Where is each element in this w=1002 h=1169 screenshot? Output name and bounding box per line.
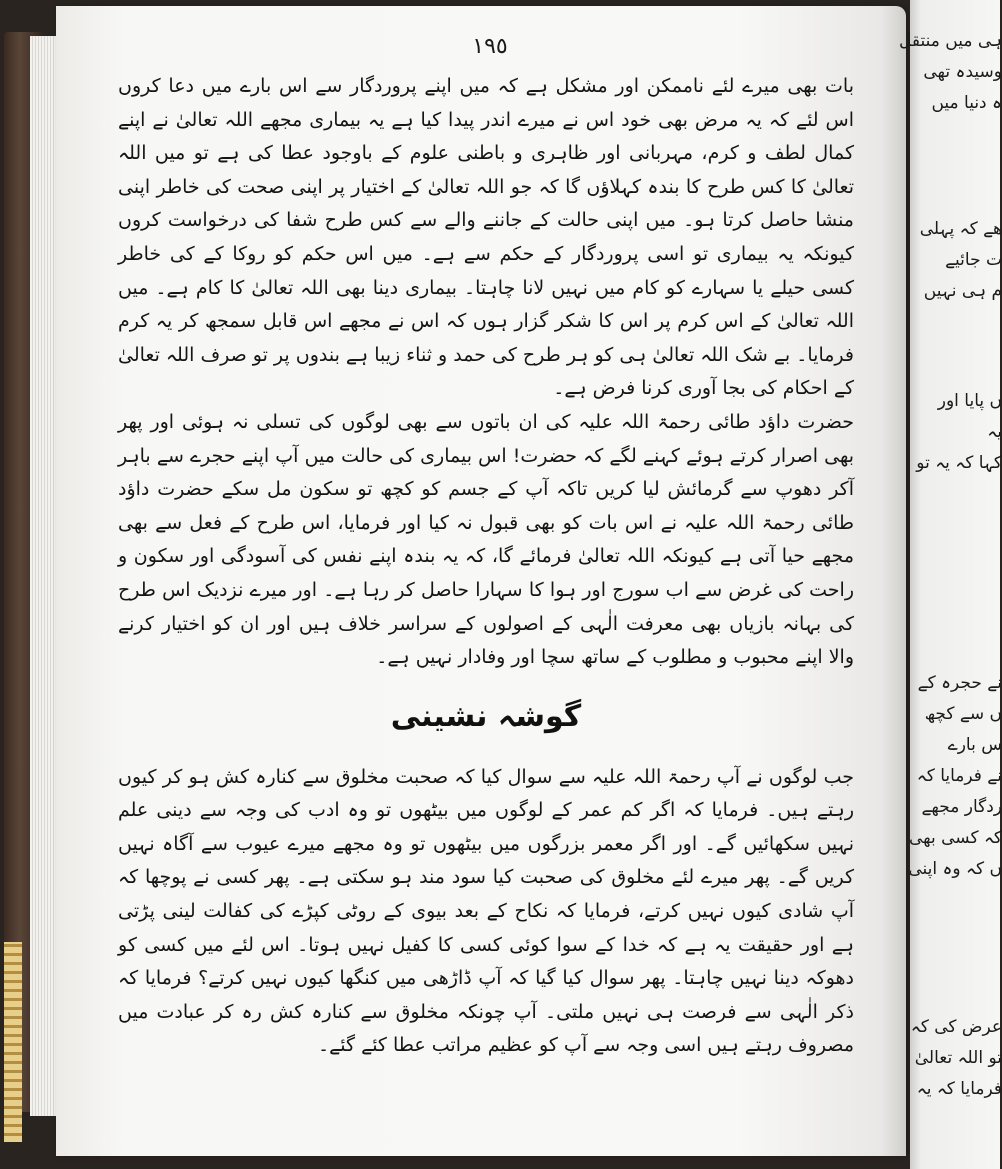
facing-page-text-group-3: [918, 386, 1002, 479]
facing-line: ہی میں منتقل: [899, 31, 1002, 51]
facing-line: ت جائیے: [945, 250, 1002, 270]
facing-line: تو اللہ تعالیٰ: [914, 1048, 1002, 1068]
facing-line: ں سے کچھ: [924, 704, 1002, 724]
facing-line: ہ دنیا میں: [931, 93, 1002, 113]
facing-line: ردگار مجھے: [921, 797, 1002, 817]
facing-line: س بارے: [947, 735, 1002, 755]
facing-line: یہ: [987, 422, 1002, 442]
paragraph-2: حضرت داؤد طائی رحمۃ اللہ علیہ کی ان باتوں سے بھی لوگوں کی تسلی نہ ہوئی اور پھر بھی اصرار کرتے ہوئے کہنے لگے کہ حضرت! اس بیماری کی حالت میں آپ اپنے حجرے سے باہر آکر دھوپ سے گرمائش لیا کریں تاکہ آپ کے جسم کو کچھ تو سکون مل سکے حضرت داؤد طائی رحمۃ اللہ علیہ نے اس بات کو بھی قبول نہ کیا اور فرمایا، اس طرح کے فعل سے بھی مجھے حیا آتی ہے کیونکہ اللہ تعالیٰ فرمائے گا، کہ یہ بندہ اپنے نفس کی آسودگی اور سکون و راحت کی غرض سے اب سورج اور ہوا کا سہارا حاصل کر رہا ہے۔ اور میرے نزدیک اس طرح کی بہانہ بازیاں بھی معرفت الٰہی کے اصولوں کے سراسر خلاف ہیں اور ان کو اختیار کرنے والا اپنے محبوب و مطلوب کے ساتھ سچا اور وفادار نہیں ہے۔: [118, 410, 854, 669]
facing-line: عرض کی کہ: [910, 1017, 1002, 1037]
facing-line: کہا کہ یہ تو: [916, 453, 1002, 473]
facing-line: فرمایا کہ یہ: [916, 1079, 1002, 1099]
facing-page-text-group-5: [910, 1012, 1002, 1105]
facing-line: ھے کہ پہلی: [919, 219, 1002, 239]
facing-line: ں پایا اور: [937, 391, 1002, 411]
facing-line: وسیدہ تھی: [923, 62, 1002, 82]
page-body: [118, 70, 854, 1063]
page-number: ١٩٥: [472, 34, 508, 59]
facing-line: نے حجرہ کے: [917, 673, 1002, 693]
cover-pattern: [4, 942, 22, 1142]
facing-line: کہ کسی بھی: [908, 828, 1002, 848]
paragraph-1: بات بھی میرے لئے ناممکن اور مشکل ہے کہ میں اپنے پروردگار سے اس بارے میں دعا کروں اس لئے کہ یہ مرض بھی خود اس نے میرے اندر پیدا کیا ہے یہ بیماری مجھے اللہ تعالیٰ نے اپنے کمال لطف و کرم، مہربانی اور ظاہری و باطنی علوم کے باوجود عطا کی ہے تو میں اللہ تعالیٰ کا کس طرح کا بندہ کہلاؤں گا کہ جو اللہ تعالیٰ کے اختیار پر اپنی صحت کی خاطر اپنی منشا حاصل کرتا ہو۔ میں اپنی حالت کے جاننے والے سے کس طرح شفا کی درخواست کروں کیونکہ یہ بیماری تو اسی پروردگار کے حکم سے ہے۔ میں اس حکم کو روکا کے کی خاطر کسی حیلے یا سہارے کو کام میں نہیں لانا چاہتا۔ بیماری دینا بھی اللہ تعالیٰ کا کام ہے۔ میں اللہ تعالیٰ کے اس کرم پر اس کا شکر گزار ہوں کہ اس نے مجھے اس قابل سمجھ کر یہ کرم فرمایا۔ بے شک اللہ تعالیٰ ہی کو ہر طرح کی حمد و ثناء زیبا ہے بندوں پر تو صرف اللہ تعالیٰ کے احکام کی بجا آوری کرنا فرض ہے۔: [118, 75, 854, 400]
facing-line: ں کہ وہ اپنی: [908, 859, 1002, 879]
facing-page-text-group-2: [918, 214, 1002, 307]
facing-page-text-group-4: [908, 668, 1002, 885]
facing-line: نے فرمایا کہ: [916, 766, 1002, 786]
facing-page: [899, 0, 1002, 1169]
facing-line: م ہی نہیں: [923, 281, 1002, 301]
section-heading: گوشہ نشینی: [390, 698, 582, 734]
facing-page-text-group-1: [899, 26, 1002, 119]
paragraph-3: جب لوگوں نے آپ رحمۃ اللہ علیہ سے سوال کیا کہ صحبت مخلوق سے کنارہ کش ہو کر کیوں رہتے ہیں۔ فرمایا کہ اگر کم عمر کے لوگوں میں بیٹھوں تو وہ ادب کی وجہ سے دینی علم نہیں سکھائیں گے۔ اور اگر معمر بزرگوں میں بیٹھوں تو وہ مجھے میرے عیوب سے آگاہ نہیں کریں گے۔ پھر میرے لئے مخلوق کی صحبت کیا سود مند ہو سکتی ہے۔ پھر کسی نے پوچھا کہ آپ شادی کیوں نہیں کرتے، فرمایا کہ نکاح کے بعد بیوی کے روٹی کپڑے کی کفالت لینی پڑتی ہے اور حقیقت یہ ہے کہ خدا کے سوا کوئی کسی کا کفیل نہیں ہوتا۔ اس لئے میں کسی کو دھوکہ دینا نہیں چاہتا۔ پھر سوال کیا گیا کہ آپ ڈاڑھی میں کنگھا کیوں نہیں کرتے؟ فرمایا کہ ذکر الٰہی سے فرصت ہی نہیں ملتی۔ آپ چونکہ مخلوق سے کنارہ کش رہ کر عبادت میں مصروف رہتے ہیں اسی وجہ سے آپ کو عظیم مراتب عطا کئے گئے۔: [118, 765, 854, 1057]
